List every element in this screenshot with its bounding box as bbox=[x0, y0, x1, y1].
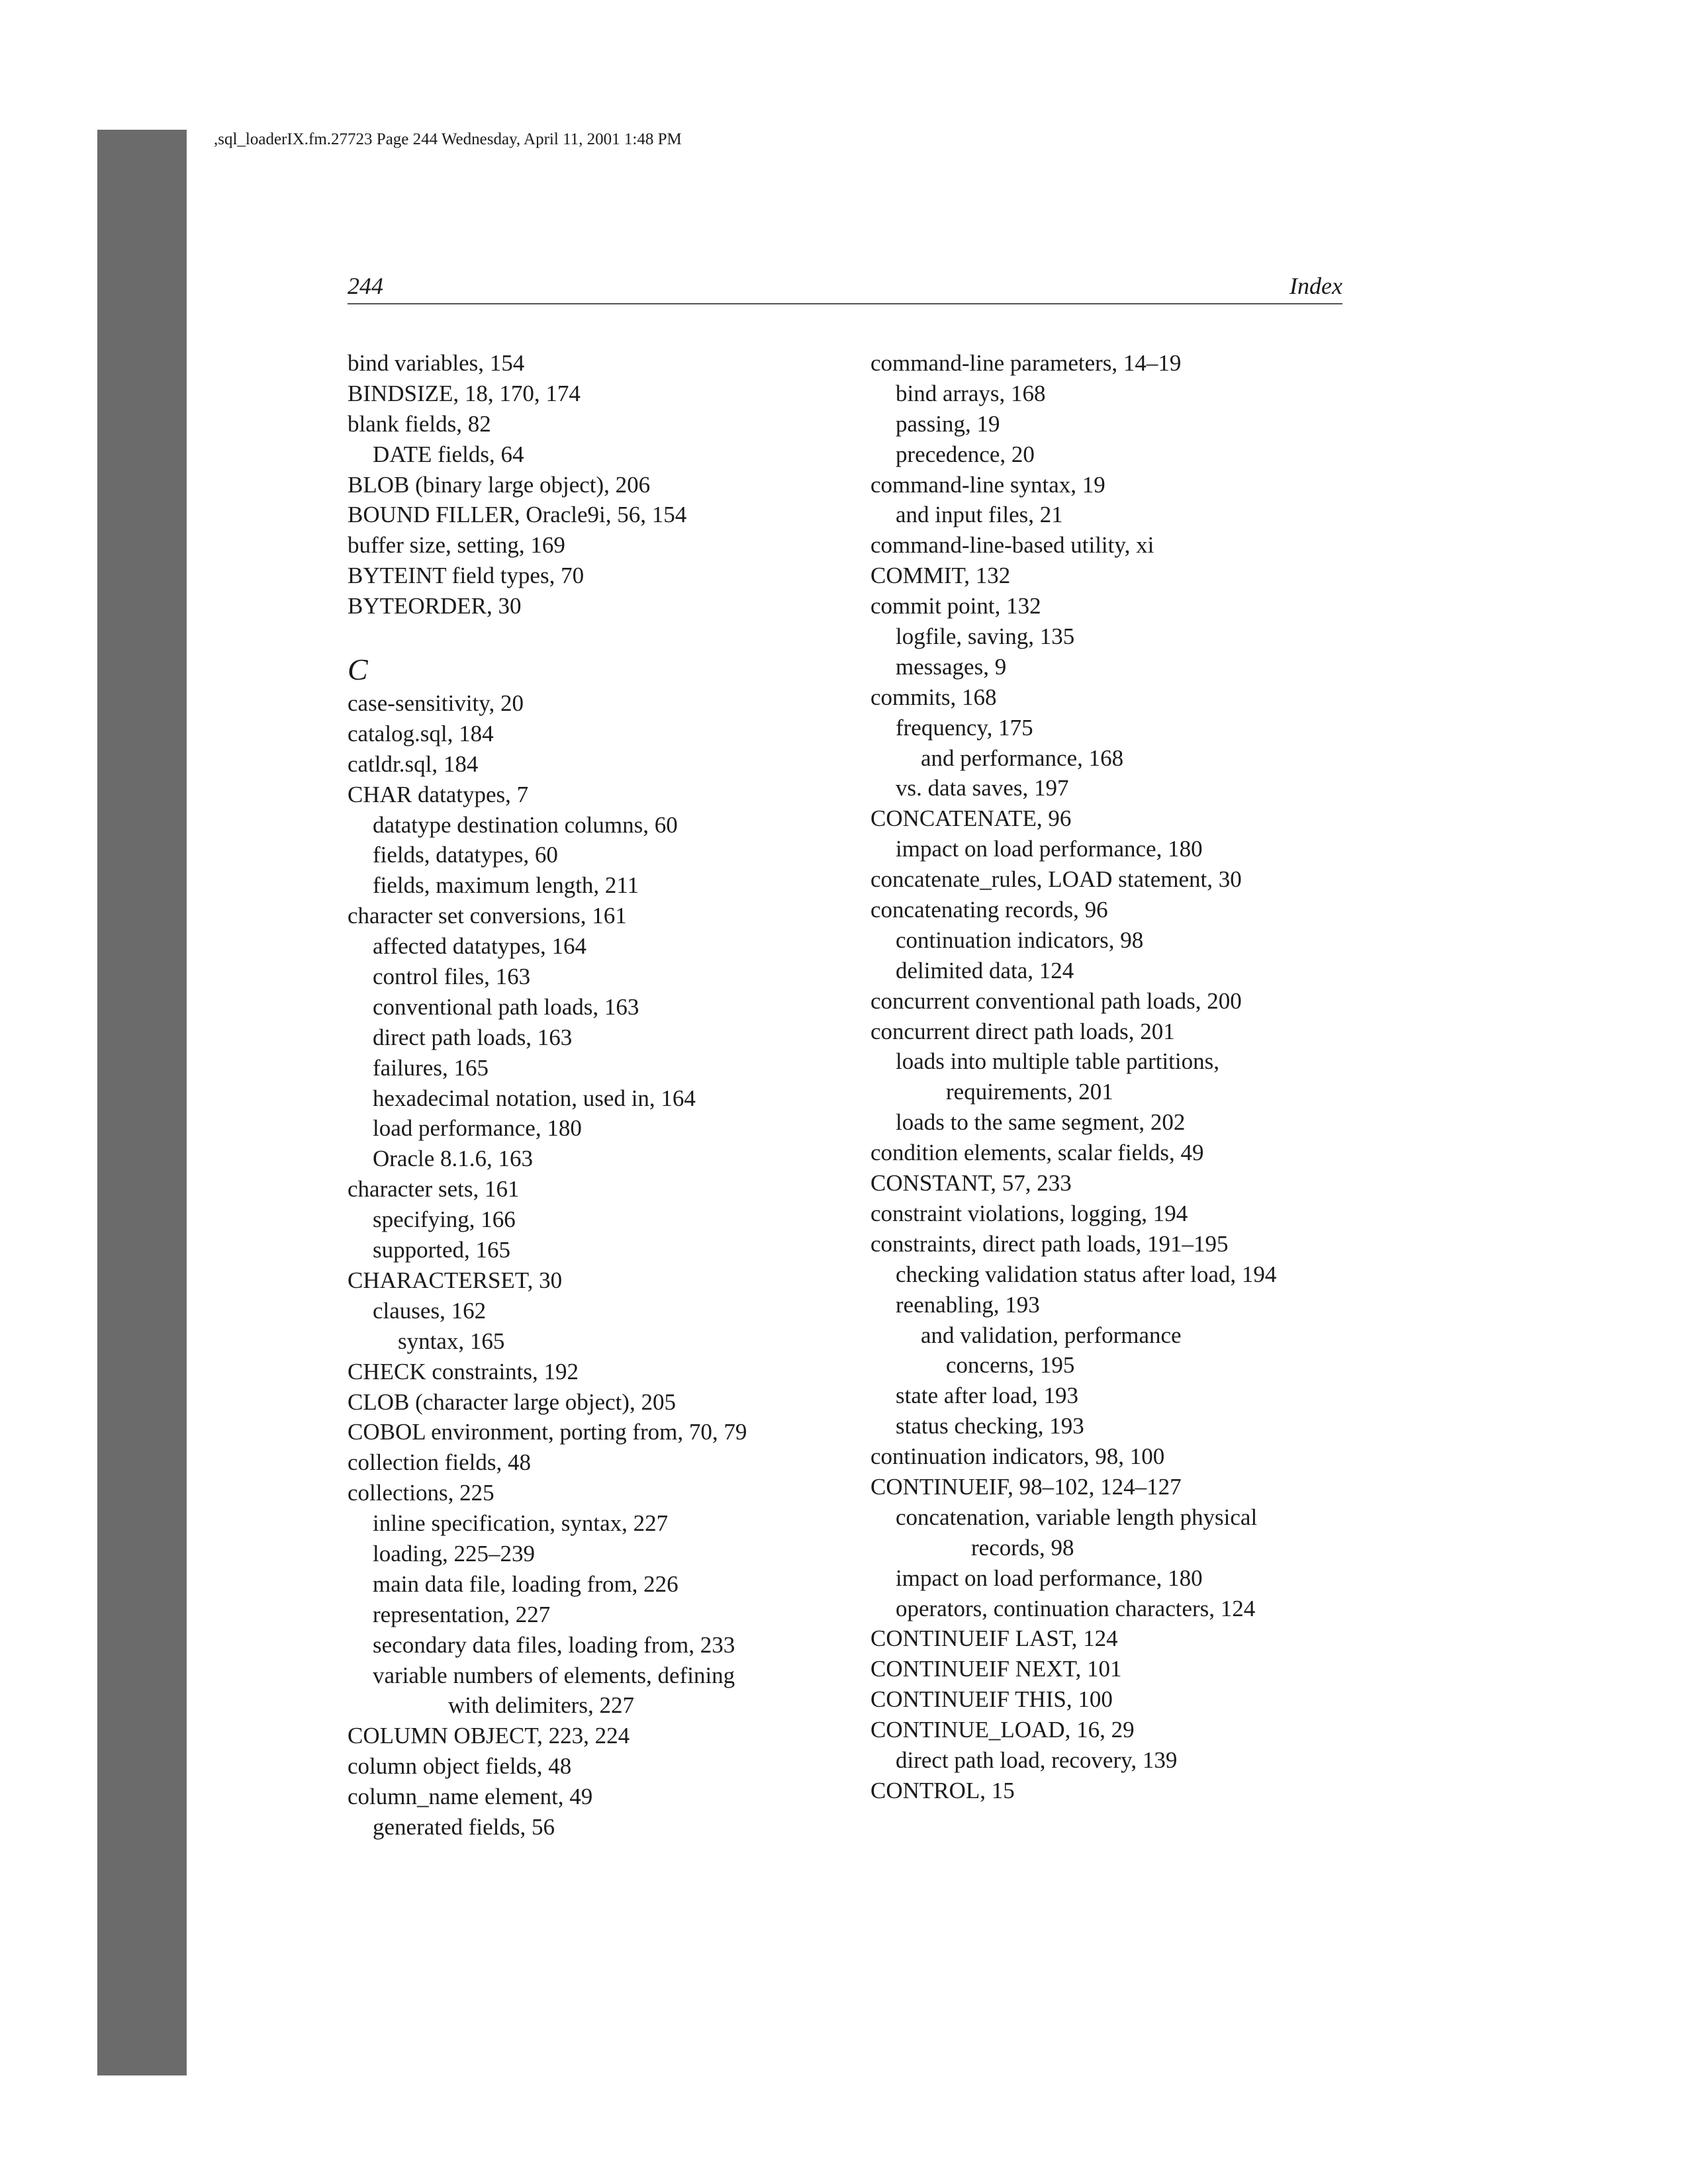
index-subentry: inline specification, syntax, 227 bbox=[373, 1510, 669, 1537]
index-entry: COLUMN OBJECT, 223, 224 bbox=[348, 1723, 630, 1749]
index-subentry: records, 98 bbox=[971, 1534, 1074, 1561]
index-subentry: requirements, 201 bbox=[946, 1079, 1113, 1105]
index-entry: concurrent conventional path loads, 200 bbox=[870, 987, 1242, 1014]
page-number: 244 bbox=[348, 273, 383, 299]
print-slug: ,sql_loaderIX.fm.27723 Page 244 Wednesday, April 11, 2001 1:48 PM bbox=[214, 130, 682, 148]
index-subentry: main data file, loading from, 226 bbox=[373, 1570, 679, 1597]
index-subentry: passing, 19 bbox=[896, 410, 1000, 437]
side-gray-bar bbox=[97, 130, 187, 2075]
index-entry: CONTINUEIF, 98–102, 124–127 bbox=[870, 1473, 1182, 1500]
index-entry: column_name element, 49 bbox=[348, 1784, 593, 1810]
index-entry: CONTINUEIF LAST, 124 bbox=[870, 1625, 1118, 1652]
index-subentry: concatenation, variable length physical bbox=[896, 1504, 1258, 1530]
index-subentry: supported, 165 bbox=[373, 1237, 511, 1263]
index-subentry: with delimiters, 227 bbox=[448, 1692, 634, 1719]
index-entry: bind variables, 154 bbox=[348, 350, 525, 376]
index-subentry: state after load, 193 bbox=[896, 1383, 1079, 1409]
index-entry: character set conversions, 161 bbox=[348, 903, 627, 929]
index-subentry: control files, 163 bbox=[373, 964, 531, 990]
index-subentry: continuation indicators, 98 bbox=[896, 927, 1144, 953]
index-entry: BYTEINT field types, 70 bbox=[348, 563, 585, 589]
index-subentry: representation, 227 bbox=[373, 1601, 551, 1627]
index-subentry: vs. data saves, 197 bbox=[896, 775, 1069, 801]
index-subentry: generated fields, 56 bbox=[373, 1813, 555, 1840]
index-subentry: loads into multiple table partitions, bbox=[896, 1048, 1219, 1075]
index-entry: BYTEORDER, 30 bbox=[348, 593, 522, 619]
index-entry: COBOL environment, porting from, 70, 79 bbox=[348, 1419, 747, 1445]
running-header bbox=[348, 273, 1342, 304]
index-entry: COMMIT, 132 bbox=[870, 563, 1011, 589]
index-entry: commits, 168 bbox=[870, 684, 997, 710]
index-subentry: DATE fields, 64 bbox=[373, 441, 524, 467]
index-subentry: precedence, 20 bbox=[896, 441, 1035, 467]
index-entry: buffer size, setting, 169 bbox=[348, 532, 565, 559]
index-subentry: delimited data, 124 bbox=[896, 957, 1074, 983]
index-subentry: impact on load performance, 180 bbox=[896, 836, 1203, 862]
index-entry: column object fields, 48 bbox=[348, 1753, 572, 1780]
index-subentry: direct path loads, 163 bbox=[373, 1024, 573, 1050]
index-entry: concatenating records, 96 bbox=[870, 897, 1108, 923]
index-entry: collection fields, 48 bbox=[348, 1449, 532, 1476]
index-subentry: messages, 9 bbox=[896, 653, 1007, 680]
index-entry: constraints, direct path loads, 191–195 bbox=[870, 1230, 1229, 1257]
index-entry: blank fields, 82 bbox=[348, 410, 491, 437]
index-subentry: bind arrays, 168 bbox=[896, 380, 1046, 406]
index-entry: character sets, 161 bbox=[348, 1176, 520, 1203]
index-subentry: variable numbers of elements, defining bbox=[373, 1662, 735, 1688]
index-entry: BINDSIZE, 18, 170, 174 bbox=[348, 380, 581, 406]
index-subentry: Oracle 8.1.6, 163 bbox=[373, 1146, 534, 1172]
index-entry: constraint violations, logging, 194 bbox=[870, 1200, 1188, 1226]
index-entry: BOUND FILLER, Oracle9i, 56, 154 bbox=[348, 502, 687, 528]
index-subentry: checking validation status after load, 194 bbox=[896, 1261, 1277, 1287]
index-subentry: specifying, 166 bbox=[373, 1206, 516, 1233]
index-subentry: concerns, 195 bbox=[946, 1352, 1075, 1379]
index-subentry: clauses, 162 bbox=[373, 1297, 487, 1324]
index-subentry: impact on load performance, 180 bbox=[896, 1565, 1203, 1591]
section-title: Index bbox=[1289, 273, 1342, 299]
index-entry: CONTINUEIF NEXT, 101 bbox=[870, 1656, 1122, 1682]
index-subentry: reenabling, 193 bbox=[896, 1291, 1040, 1318]
index-subentry: conventional path loads, 163 bbox=[373, 993, 639, 1020]
index-entry: CHAR datatypes, 7 bbox=[348, 781, 529, 807]
index-subentry: status checking, 193 bbox=[896, 1413, 1084, 1439]
index-entry: catldr.sql, 184 bbox=[348, 751, 479, 777]
index-entry: CONCATENATE, 96 bbox=[870, 805, 1072, 832]
index-entry: BLOB (binary large object), 206 bbox=[348, 471, 651, 498]
index-subentry: operators, continuation characters, 124 bbox=[896, 1595, 1256, 1621]
index-entry: CONTINUE_LOAD, 16, 29 bbox=[870, 1717, 1135, 1743]
index-subentry: and performance, 168 bbox=[921, 745, 1124, 771]
index-subentry: secondary data files, loading from, 233 bbox=[373, 1631, 735, 1658]
index-letter-heading: C bbox=[348, 653, 368, 687]
index-subentry: load performance, 180 bbox=[373, 1115, 582, 1142]
index-subentry: datatype destination columns, 60 bbox=[373, 811, 678, 838]
index-entry: CHARACTERSET, 30 bbox=[348, 1267, 563, 1293]
index-subentry: loading, 225–239 bbox=[373, 1540, 535, 1567]
index-entry: condition elements, scalar fields, 49 bbox=[870, 1140, 1204, 1166]
index-entry: CONTINUEIF THIS, 100 bbox=[870, 1686, 1113, 1713]
letter-spacer bbox=[348, 621, 851, 651]
index-subentry: affected datatypes, 164 bbox=[373, 933, 586, 960]
index-entry: command-line parameters, 14–19 bbox=[870, 350, 1182, 376]
index-subentry: and input files, 21 bbox=[896, 502, 1063, 528]
index-entry: continuation indicators, 98, 100 bbox=[870, 1443, 1165, 1470]
index-subentry: fields, maximum length, 211 bbox=[373, 872, 639, 899]
index-subentry: hexadecimal notation, used in, 164 bbox=[373, 1085, 696, 1111]
index-entry: concatenate_rules, LOAD statement, 30 bbox=[870, 866, 1242, 893]
index-subentry: logfile, saving, 135 bbox=[896, 623, 1075, 650]
index-entry: CONTROL, 15 bbox=[870, 1777, 1015, 1803]
index-subentry: and validation, performance bbox=[921, 1322, 1182, 1348]
index-entry: CONSTANT, 57, 233 bbox=[870, 1170, 1072, 1197]
index-entry: concurrent direct path loads, 201 bbox=[870, 1018, 1175, 1044]
index-subentry: syntax, 165 bbox=[398, 1328, 505, 1354]
index-subentry: frequency, 175 bbox=[896, 714, 1033, 741]
index-entry: command-line syntax, 19 bbox=[870, 471, 1105, 498]
index-entry: catalog.sql, 184 bbox=[348, 720, 494, 747]
index-subentry: failures, 165 bbox=[373, 1054, 489, 1081]
index-column-left bbox=[348, 348, 851, 1843]
index-entry: CHECK constraints, 192 bbox=[348, 1358, 579, 1385]
index-entry: case-sensitivity, 20 bbox=[348, 690, 524, 717]
index-entry: CLOB (character large object), 205 bbox=[348, 1388, 676, 1415]
index-subentry: direct path load, recovery, 139 bbox=[896, 1747, 1178, 1773]
index-entry: collections, 225 bbox=[348, 1480, 494, 1506]
index-subentry: loads to the same segment, 202 bbox=[896, 1109, 1186, 1136]
index-entry: commit point, 132 bbox=[870, 593, 1041, 619]
index-subentry: fields, datatypes, 60 bbox=[373, 842, 558, 868]
index-entry: command-line-based utility, xi bbox=[870, 532, 1154, 559]
index-column-right bbox=[870, 348, 1374, 1806]
